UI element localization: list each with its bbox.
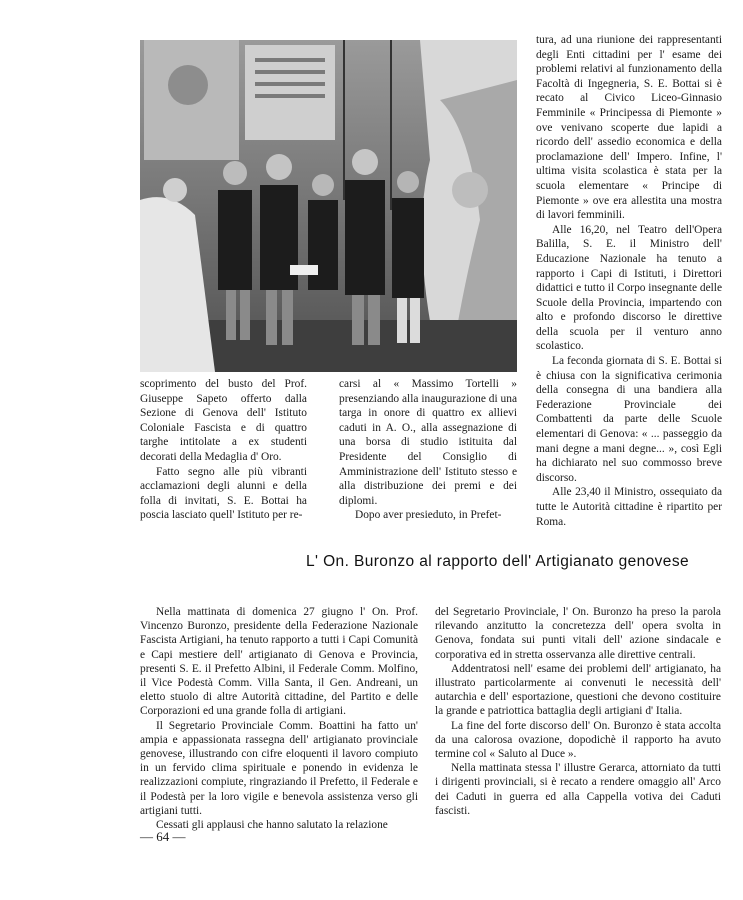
- top-col3-paragraph: Alle 16,20, nel Teatro dell'Opera Balilla, S. E. il Ministro dell' Educazione Nazionale ha tenuto a rapporto i Capi di Istituti, i Direttori didattici e tutto il Corpo insegnante delle Scuole della Provincia, impartendo con alto e profondo discorso le direttive della scuola per il venturo anno scolastico.: [536, 223, 723, 353]
- top-column-1: [140, 377, 307, 523]
- ceremony-photo: [140, 40, 517, 372]
- article-col1-paragraph: Cessati gli applausi che hanno salutato la relazione: [156, 819, 388, 832]
- article-col2-paragraph: La fine del forte discorso dell' On. Buronzo è stata accolta da una calorosa ovazione, dopodichè il rapporto ha avuto termine col « Saluto al Duce ».: [435, 719, 721, 761]
- article-col2-paragraph: Nella mattinata stessa l' illustre Gerarca, attorniato da tutti i dirigenti provinciali, si è recato a rendere omaggio all' Arco dei Caduti in guerra ed alla Cappella votiva dei Caduti fascisti.: [435, 762, 721, 817]
- ceremony-photo-image: [140, 40, 517, 372]
- top-col1-paragraph: Fatto segno alle più vibranti acclamazioni degli alunni e della folla di invitati, S. E. Bottai ha poscia lasciato quell' Istituto per re-: [140, 465, 307, 522]
- article-col1-paragraph: Il Segretario Provinciale Comm. Boattini ha fatto un' ampia e appassionata rassegna dell' artigianato provinciale genovese, illustrando con cifre eloquenti il lavoro compiuto in un fervido clima spirituale e ponendo in evidenza le realizzazioni compiute, ringraziando il Prefetto, il Federale e il Podestà per la loro vigile e benevola assistenza verso gli artigiani tutti.: [140, 719, 418, 817]
- top-column-2: [339, 377, 517, 523]
- article-column-1: [140, 605, 418, 832]
- top-column-3: [536, 33, 722, 529]
- top-col3-paragraph: La feconda giornata di S. E. Bottai si è chiusa con la significativa cerimonia della consegna di una bandiera alla Federazione Provinciale dei Combattenti da parte delle Scuole elementari di Genova: « ... passeggio da mani degne a mani degne... », così Egli ha dichiarato nel suo commosso breve discorso.: [536, 355, 722, 484]
- article-column-2: [435, 605, 721, 818]
- article-col2-paragraph: Addentratosi nell' esame dei problemi dell' artigianato, ha illustrato particolarmente ai convenuti le necessità dell' autarchia e dell' esportazione, questioni che devono costituire la grande e patriottica battaglia degli artigiani d' Italia.: [435, 662, 721, 718]
- top-col3-paragraph: tura, ad una riunione dei rappresentanti degli Enti cittadini per l' esame dei problemi relativi al funzionamento della Facoltà di Ingegneria, S. E. Bottai si è recato al Civico Liceo-Ginnasio Femminile « Principessa di Piemonte » ove venivano scoperte due lapidi a ricordo dell' assedio economica e della proclamazione dell' Impero. Infine, l' ultima visita scolastica è stata per la scuola elementare « Principe di Piemonte » ove era allestita una mostra di lavori femminili.: [536, 34, 722, 222]
- article-col1-paragraph: Nella mattinata di domenica 27 giugno l' On. Prof. Vincenzo Buronzo, presidente della Federazione Nazionale Fascista Artigiani, ha tenuto rapporto a tutti i Capi Comunità e Capi mestiere dell' artigianato di Genova e Provincia, presenti S. E. il Prefetto Albini, il Federale Comm. Molfino, il Vice Podestà Comm. Villa Santa, il Gen. Andreani, un eletto stuolo di altre Autorità cittadine, del Partito e delle Corporazioni ed una grande folla di artigiani.: [140, 606, 418, 718]
- top-col2-paragraph: Dopo aver presieduto, in Prefet-: [355, 509, 502, 522]
- top-col3-paragraph: Alle 23,40 il Ministro, ossequiato da tutte le Autorità cittadine è ripartito per Roma.: [536, 486, 722, 528]
- top-col1-paragraph: scoprimento del busto del Prof. Giuseppe Sapeto offerto dalla Sezione di Genova dell' Istituto Coloniale Fascista e di quattro targhe intitolate a ex studenti decorati della Medaglia d' Oro.: [140, 378, 307, 463]
- article-heading: L' On. Buronzo al rapporto dell' Artigianato genovese: [306, 553, 689, 570]
- page-number: — 64 —: [140, 829, 186, 844]
- article-col2-paragraph: del Segretario Provinciale, l' On. Buronzo ha preso la parola rilevando anzitutto la concretezza dell' opera svolta in Genova, fondata sui punti vitali dell' azione sindacale e corporativa ed in stretta osservanza alle direttive centrali.: [435, 606, 721, 661]
- top-col2-paragraph: carsi al « Massimo Tortelli » presenziando alla inaugurazione di una targa in onore di quattro ex allievi caduti in A. O., alla assegnazione di una borsa di studio istituita dal Presidente del Consiglio di Amministrazione dell' Istituto stesso e alla distribuzione dei premi e dei diplomi.: [339, 378, 517, 507]
